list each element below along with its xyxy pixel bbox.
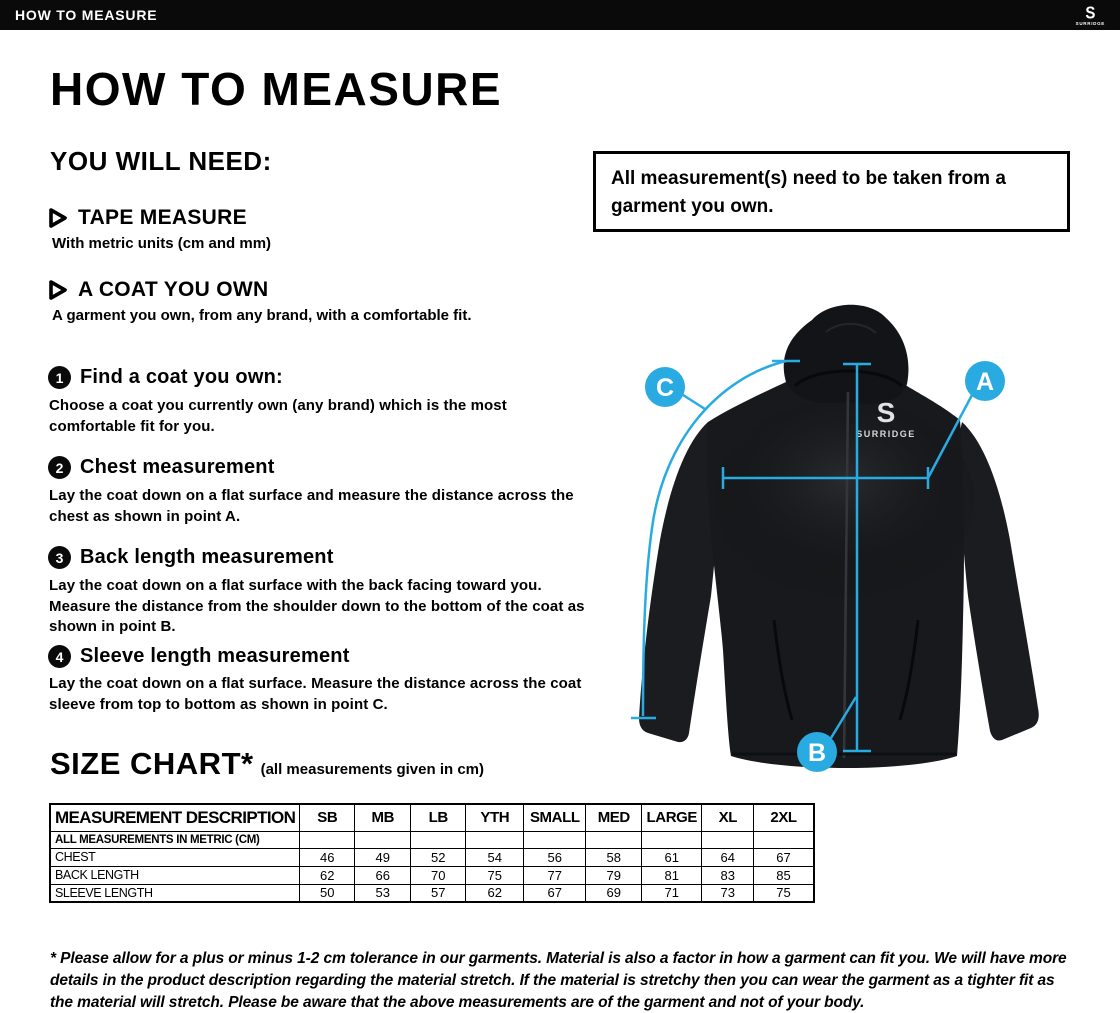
row-label: BACK LENGTH — [50, 866, 300, 884]
cell-value: 75 — [754, 884, 814, 902]
size-chart-table — [49, 803, 815, 903]
cell-value: 52 — [411, 848, 466, 866]
cell-value: 67 — [524, 884, 586, 902]
cell-value: 54 — [466, 848, 524, 866]
step-4-body: Lay the coat down on a flat surface. Measure the distance across the coat sleeve from top to bottom as shown in point C. — [49, 675, 582, 713]
cell-value: 69 — [586, 884, 642, 902]
brand-name: SURRIDGE — [1075, 20, 1105, 26]
step-3-body: Lay the coat down on a flat surface with the back facing toward you. Measure the distance from the shoulder down to the bottom of the coat as shown in point B. — [49, 577, 585, 636]
table-unit-row — [50, 831, 814, 848]
column-header-size: YTH — [466, 804, 524, 831]
cell-value: 81 — [642, 866, 702, 884]
column-header-size: SB — [300, 804, 355, 831]
jacket-right-sleeve — [958, 422, 1039, 741]
column-header-size: MED — [586, 804, 642, 831]
jacket-measurement-diagram — [590, 290, 1120, 805]
unit-row-label: ALL MEASUREMENTS IN METRIC (CM) — [50, 831, 300, 848]
cell-value: 66 — [355, 866, 411, 884]
size-chart-heading-row — [50, 746, 484, 782]
cell-value: 73 — [702, 884, 754, 902]
cell-value: 70 — [411, 866, 466, 884]
cell-value: 83 — [702, 866, 754, 884]
column-header-size: LB — [411, 804, 466, 831]
size-chart-subtitle: (all measurements given in cm) — [260, 761, 484, 778]
marker-a-label: A — [975, 368, 995, 396]
step-1-title: 1 Find a coat you own: — [48, 366, 283, 389]
jacket-hood — [784, 305, 909, 404]
cell-value: 56 — [524, 848, 586, 866]
step-4-title: 4 Sleeve length measurement — [48, 645, 350, 668]
table-header-row — [50, 804, 814, 831]
step-number-badge: 1 — [48, 366, 71, 389]
brand-logo — [1076, 4, 1105, 27]
need-item-label: A COAT YOU OWN — [78, 278, 269, 301]
table-row-back-length — [50, 866, 814, 884]
cell-value: 64 — [702, 848, 754, 866]
cell-value: 49 — [355, 848, 411, 866]
column-header-description: MEASUREMENT DESCRIPTION — [50, 804, 300, 831]
garment-brand-text: SURRIDGE — [856, 429, 916, 439]
column-header-size: 2XL — [754, 804, 814, 831]
marker-b-label: B — [807, 739, 827, 767]
cell-value: 61 — [642, 848, 702, 866]
step-number-badge: 2 — [48, 456, 71, 479]
column-header-size: MB — [355, 804, 411, 831]
top-bar-title: HOW TO MEASURE — [15, 7, 158, 23]
note-box — [593, 151, 1070, 232]
step-3-title: 3 Back length measurement — [48, 546, 334, 569]
note-text: All measurement(s) need to be taken from a garment you own. — [611, 168, 1006, 217]
size-chart-title: SIZE CHART* — [50, 746, 254, 781]
step-number-badge: 3 — [48, 546, 71, 569]
need-item-description: A garment you own, from any brand, with a comfortable fit. — [52, 307, 472, 324]
cell-value: 62 — [466, 884, 524, 902]
play-triangle-icon — [48, 207, 68, 229]
row-label: CHEST — [50, 848, 300, 866]
tolerance-footnote: * Please allow for a plus or minus 1-2 cm tolerance in our garments. Material is also a factor in how a garment can fit you. We will have more details in the product description regarding the material stretch. If the material is stretchy then you can wear the garment as a tighter fit as the material will stretch. Please be aware that the above measurements are of the garment and not of your body. — [50, 950, 1067, 1011]
table-row-chest — [50, 848, 814, 866]
surridge-s-icon: S — [1085, 3, 1096, 24]
garment-s-logo: S — [876, 397, 896, 428]
cell-value: 58 — [586, 848, 642, 866]
you-will-need-heading: YOU WILL NEED: — [50, 146, 272, 176]
cell-value: 75 — [466, 866, 524, 884]
c-connector — [683, 395, 705, 409]
column-header-size: SMALL — [524, 804, 586, 831]
column-header-size: XL — [702, 804, 754, 831]
step-2-body: Lay the coat down on a flat surface and measure the distance across the chest as shown in point A. — [49, 487, 574, 525]
step-2-title: 2 Chest measurement — [48, 456, 275, 479]
row-label: SLEEVE LENGTH — [50, 884, 300, 902]
need-item-coat — [48, 278, 471, 324]
cell-value: 67 — [754, 848, 814, 866]
play-triangle-icon — [48, 279, 68, 301]
cell-value: 71 — [642, 884, 702, 902]
need-item-tape-measure — [48, 206, 271, 252]
cell-value: 50 — [300, 884, 355, 902]
step-number-badge: 4 — [48, 645, 71, 668]
cell-value: 77 — [524, 866, 586, 884]
need-item-label: TAPE MEASURE — [78, 206, 247, 229]
table-row-sleeve-length — [50, 884, 814, 902]
cell-value: 57 — [411, 884, 466, 902]
top-bar — [0, 0, 1120, 30]
cell-value: 79 — [586, 866, 642, 884]
need-item-description: With metric units (cm and mm) — [52, 235, 272, 252]
cell-value: 53 — [355, 884, 411, 902]
step-1-body: Choose a coat you currently own (any brand) which is the most comfortable fit for you. — [49, 397, 507, 435]
cell-value: 46 — [300, 848, 355, 866]
cell-value: 85 — [754, 866, 814, 884]
marker-c-label: C — [655, 374, 675, 402]
column-header-size: LARGE — [642, 804, 702, 831]
page-title: HOW TO MEASURE — [50, 63, 503, 115]
cell-value: 62 — [300, 866, 355, 884]
jacket-illustration — [590, 290, 1120, 805]
